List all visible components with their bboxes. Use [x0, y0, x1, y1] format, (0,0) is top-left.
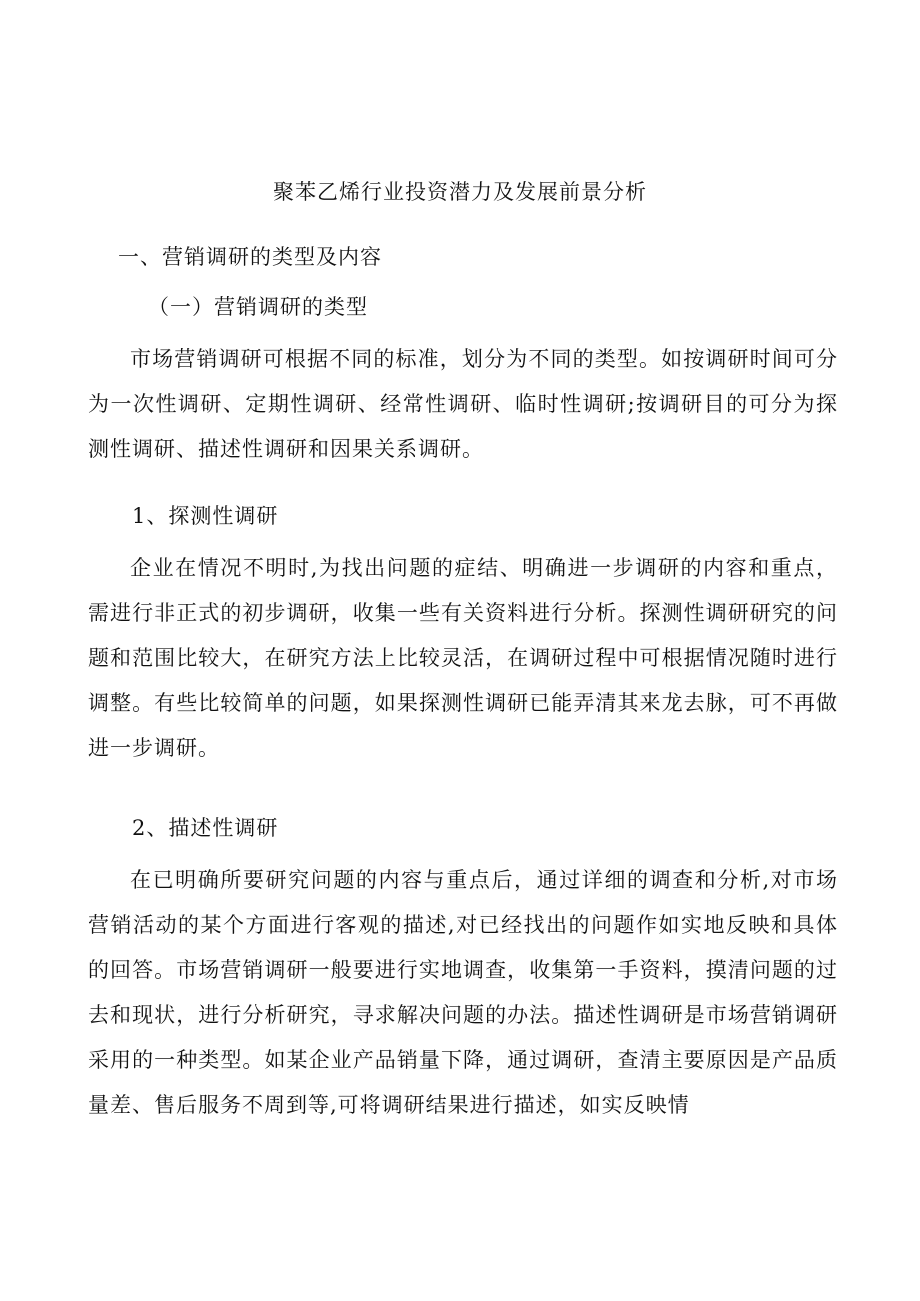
- subsection-heading: （一）营销调研的类型: [148, 295, 368, 319]
- section-heading: 一、营销调研的类型及内容: [118, 245, 382, 269]
- intro-paragraph: 市场营销调研可根据不同的标准，划分为不同的类型。如按调研时间可分为一次性调研、定期性调研、经常性调研、临时性调研;按调研目的可分为探测性调研、描述性调研和因果关系调研。: [88, 347, 838, 461]
- item2-heading: 2、描述性调研: [132, 816, 279, 840]
- item1-heading: 1、探测性调研: [132, 504, 279, 528]
- item2-paragraph: 在已明确所要研究问题的内容与重点后，通过详细的调查和分析,对市场营销活动的某个方面进行客观的描述,对已经找出的问题作如实地反映和具体的回答。市场营销调研一般要进行实地调查，收集第一手资料，摸清问题的过去和现状，进行分析研究，寻求解决问题的办法。描述性调研是市场营销调研采用的一种类型。如某企业产品销量下降，通过调研，查清主要原因是产品质量差、售后服务不周到等,可将调研结果进行描述，如实反映情: [88, 868, 838, 1117]
- item1-paragraph: 企业在情况不明时,为找出问题的症结、明确进一步调研的内容和重点，需进行非正式的初步调研，收集一些有关资料进行分析。探测性调研研究的问题和范围比较大，在研究方法上比较灵活，在调研过程中可根据情况随时进行调整。有些比较简单的问题，如果探测性调研已能弄清其来龙去脉，可不再做进一步调研。: [88, 556, 838, 760]
- document-title: 聚苯乙烯行业投资潜力及发展前景分析: [273, 180, 647, 204]
